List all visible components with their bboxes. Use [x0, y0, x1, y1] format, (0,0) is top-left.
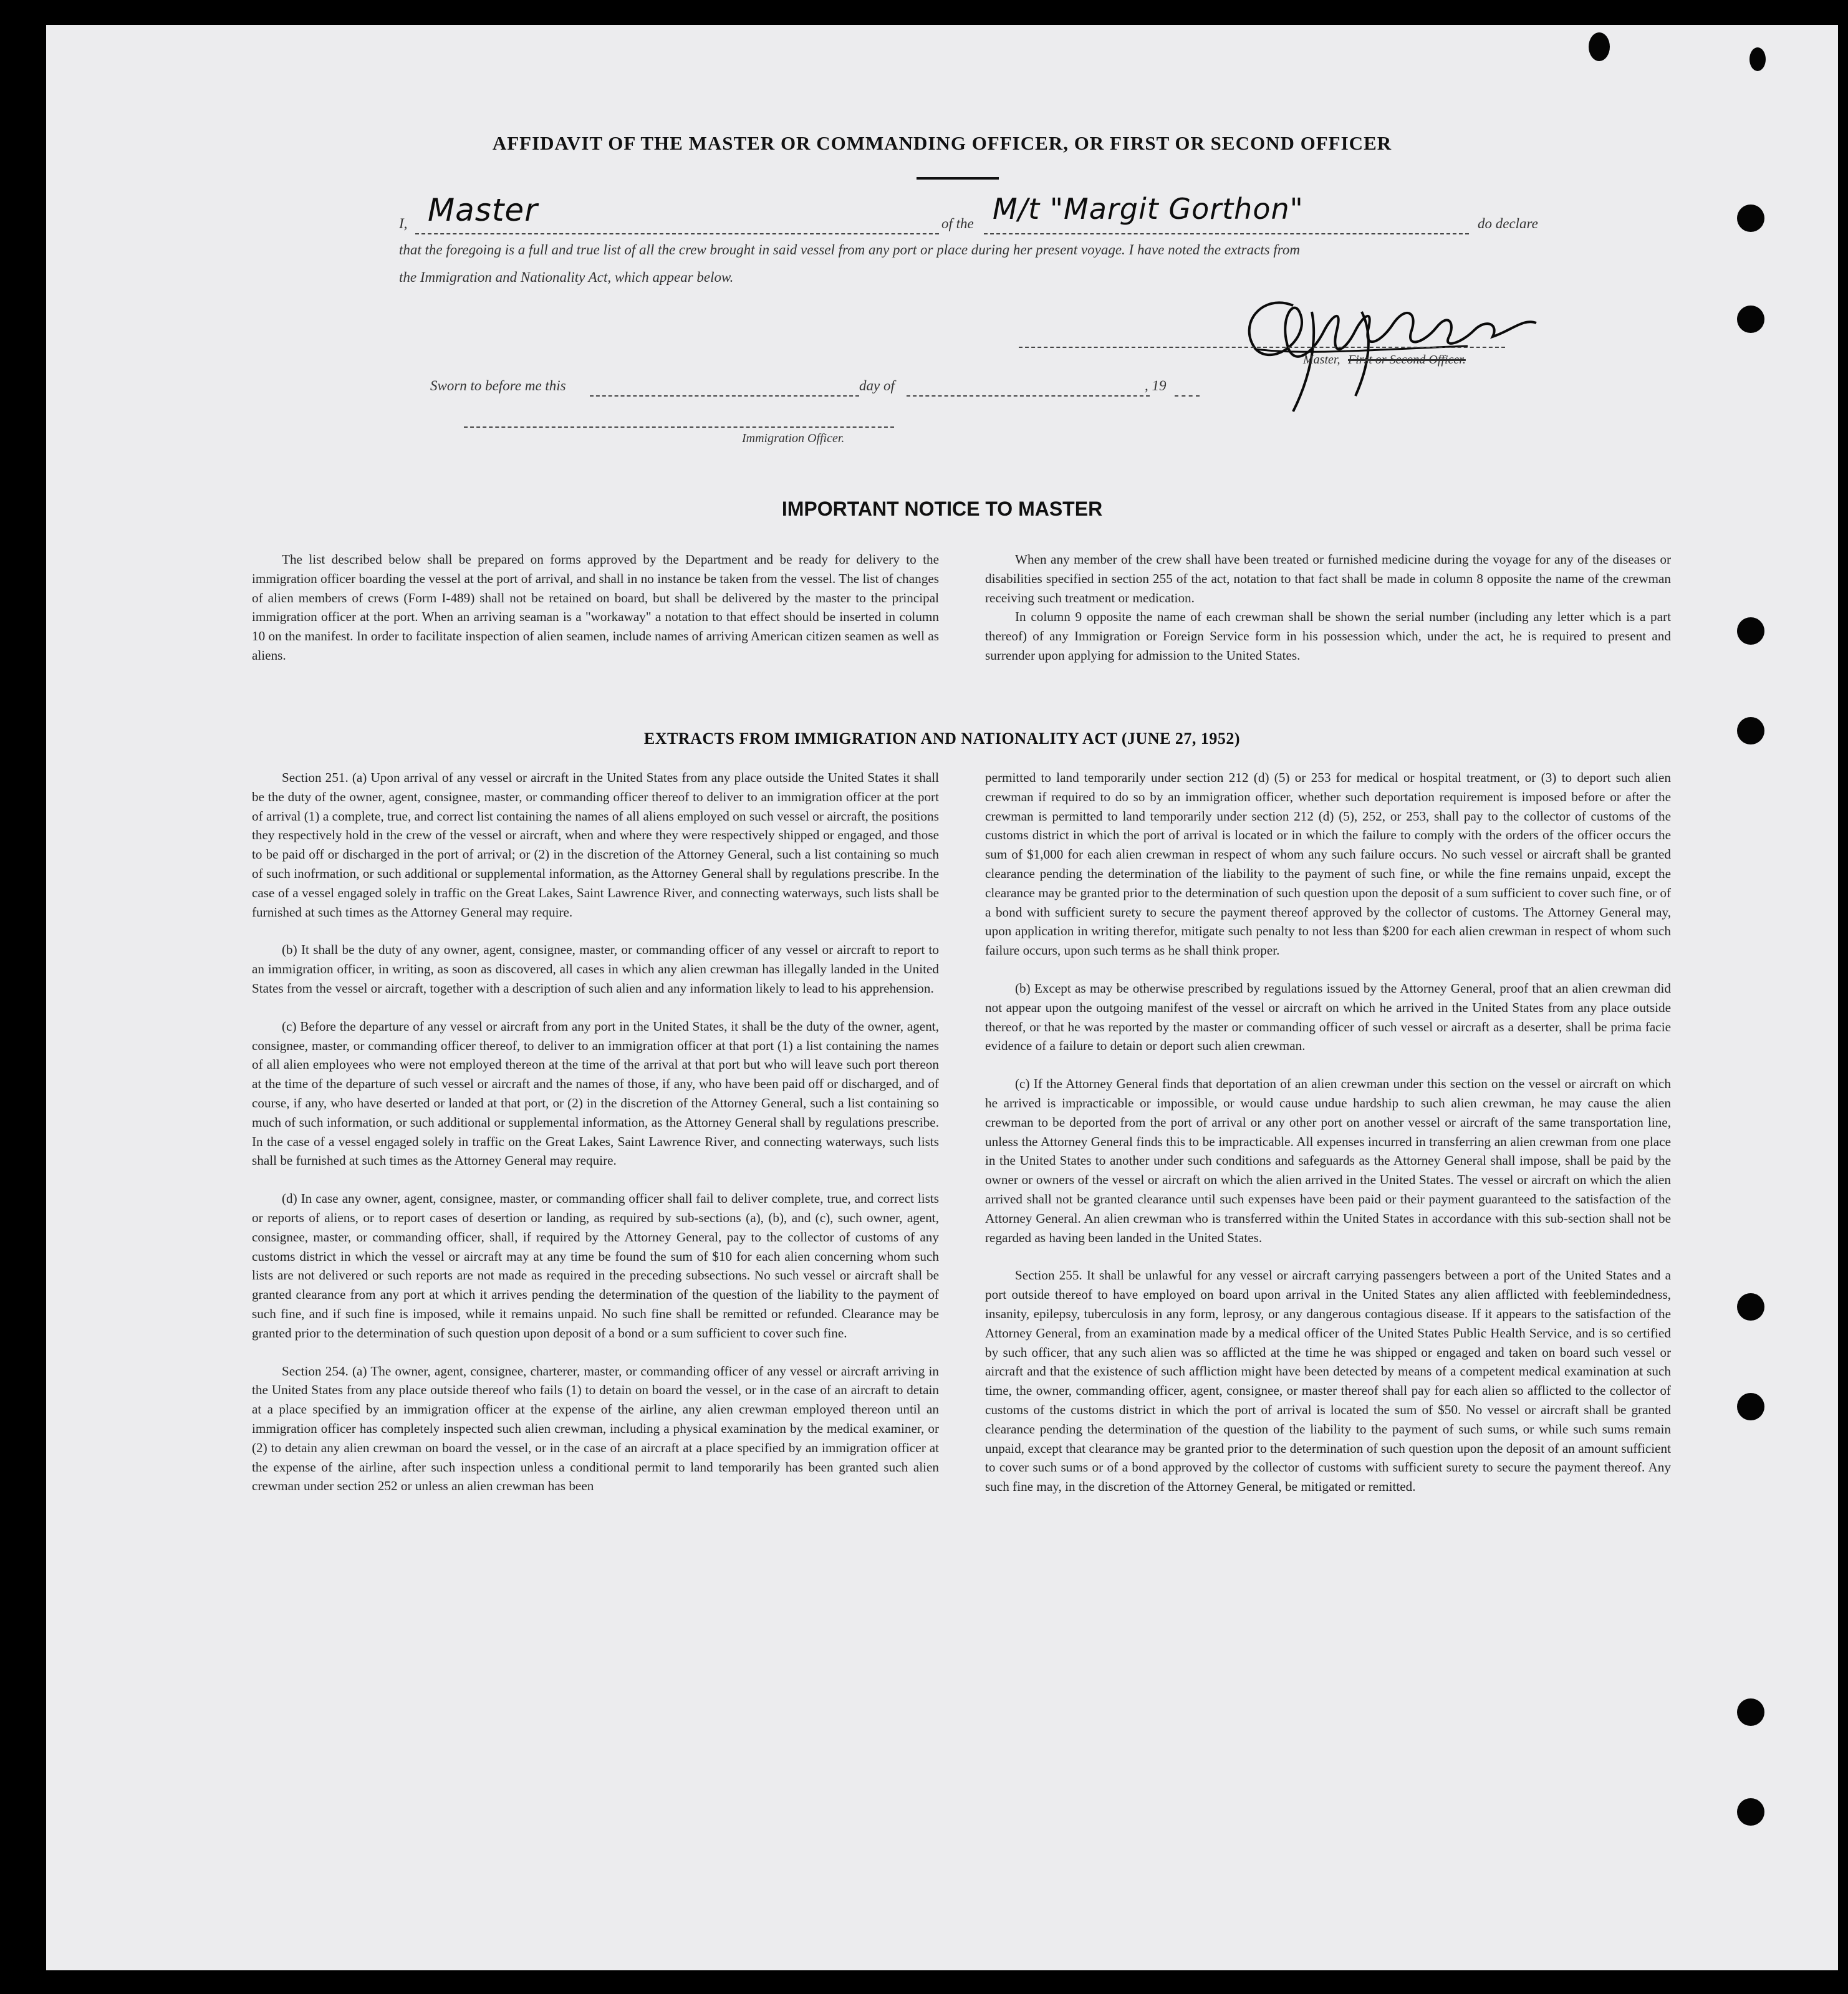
do-declare-label: do declare [1478, 216, 1538, 231]
notice-title: IMPORTANT NOTICE TO MASTER [781, 498, 1103, 520]
section-255: Section 255. It shall be unlawful for any vessel or aircraft carrying passengers between a port of the United States and a port outside thereof to have employed on board upon arrival in the United States any alien afflicted with feeblemindedness, insanity, epilepsy, tuberculosis in any form, leprosy, or any dangerous contagious disease. If it appears to the satisfaction of the Attorney General, from an examination made by a medical officer of the United States Public Health Service, and is so certified by such officer, that any such alien was so afflicted at the time he was shipped or engaged and taken on board such vessel or aircraft and that the existence of such affliction might have been detected by means of a competent medical examination at such time, the owner, commanding officer, agent, consignee, or master thereof shall pay for each alien so afflicted to the collector of customs of the customs district in which the port of arrival is located the sum of $50. No vessel or aircraft shall be granted clearance pending the determination of the question of the liability to the payment of such sums, or while such sums remain unpaid, except that clearance may be granted prior to the determination of such question upon the deposit of an amount sufficient to cover such sums or of a bond approved by the collector of customs with sufficient surety to secure the payment thereof. Any such fine may, in the discretion of the Attorney General, be mitigated or remitted. [985, 1268, 1671, 1495]
notice-paragraph: When any member of the crew shall have been treated or furnished medicine during the voyage for any of the diseases or disabilities specified in section 255 of the act, notation to that fact shall be made in column 8 opposite the name of the crewman receiving such treatment or medication. [985, 552, 1671, 605]
day-of-label: day of [859, 378, 895, 393]
of-the-label: of the [941, 216, 974, 231]
affidavit-title: AFFIDAVIT OF THE MASTER OR COMMANDING OFFICER, OR FIRST OR SECOND OFFICER [492, 132, 1392, 154]
extracts-title: EXTRACTS FROM IMMIGRATION AND NATIONALITY ACT (JUNE 27, 1952) [643, 730, 1241, 748]
binder-hole [1737, 1393, 1764, 1420]
binder-hole [1737, 617, 1764, 645]
binder-hole-torn [1749, 47, 1766, 71]
extracts-left-column [252, 768, 939, 1496]
sworn-label: Sworn to before me this [430, 378, 566, 393]
title-rule [917, 177, 999, 180]
binder-hole [1737, 1798, 1764, 1826]
section-251d: (d) In case any owner, agent, consignee, master, or commanding officer shall fail to deliver complete, true, and correct lists or reports of aliens, or to report cases of desertion or landing, as required by sub-sections (a), (b), and (c), such owner, agent, consignee, master, or commanding officer, shall, if required by the Attorney General, pay to the collector of customs of any customs district in which the vessel or aircraft may at any time be found the sum of $10 for each alien concerning whom such lists are not delivered or such reports are not made as required in the preceding subsections. No such vessel or aircraft shall be granted clearance from any port at which it arrives pending the determination of the question of the liability to the payment of such fine, and if such fine is imposed, while it remains unpaid. No such fine shall be remitted or refunded. Clearance may be granted prior to the determination of such question upon deposit of a bond or a sum sufficient to cover such fine. [252, 1191, 939, 1341]
notice-paragraph: In column 9 opposite the name of each crewman shall be shown the serial number (including any letter which is a part thereof) of any Immigration or Foreign Service form in his possession which, under the act, he is required to present and surrender upon applying for admission to the United States. [985, 609, 1671, 663]
signature-label-master: Master, [1303, 353, 1340, 367]
binder-hole [1737, 306, 1764, 333]
notice-paragraph: The list described below shall be prepared on forms approved by the Department and be ready for delivery to the immigration officer boarding the vessel at the port of arrival, and shall in no instance be taken from the vessel. The list of changes of alien members of crews (Form I-489) shall not be retained on board, but shall be delivered by the master to the principal immigration officer at the port. When an arriving seaman is a "workaway" a notation to that effect should be inserted in column 10 on the manifest. In order to facilitate inspection of alien seamen, include names of arriving American citizen seamen as well as aliens. [252, 552, 939, 663]
section-254c: (c) If the Attorney General finds that deportation of an alien crewman under this section on the vessel or aircraft on which he arrived is impracticable or impossible, or would cause undue hardship to such alien crewman, he may cause the alien crewman to be deported from the port of arrival or any other port on another vessel or aircraft of the same transportation line, unless the Attorney General finds this to be impracticable. All expenses incurred in transferring an alien crewman from one place in the United States to another under such conditions and safeguards as the Attorney General shall impose, shall be paid by the owner or owners of the vessel or aircraft on which the alien arrived in the United States. The vessel or aircraft on which the alien arrived shall not be granted clearance until such expenses have been paid or their payment guaranteed to the satisfaction of the Attorney General. An alien crewman who is transferred within the United States in accordance with this sub-section shall not be regarded as having been landed in the United States. [985, 1076, 1671, 1245]
sworn-month-blank [907, 395, 1150, 397]
immigration-officer-label: Immigration Officer. [742, 431, 845, 445]
declaration-prefix: I, [399, 216, 408, 231]
binder-hole [1737, 1698, 1764, 1726]
officer-signature [1218, 268, 1555, 418]
signature-label-struck: First or Second Officer. [1348, 353, 1466, 367]
section-251b: (b) It shall be the duty of any owner, agent, consignee, master, or commanding officer of any vessel or aircraft to report to an immigration officer, in writing, as soon as discovered, all cases in which any alien crewman has illegally landed in the United States from the vessel or aircraft, together with a description of such alien and any information likely to lead to his apprehension. [252, 942, 939, 996]
signature-line [1019, 347, 1505, 348]
section-254a: Section 254. (a) The owner, agent, consignee, charterer, master, or commanding officer of any vessel or aircraft arriving in the United States from any place outside thereof who fails (1) to detain on board the vessel, or in the case of an aircraft to detain at a place specified by an immigration officer at the expense of the airline, any alien crewman employed thereon until an immigration officer has completely inspected such alien crewman, including a physical examination by the medical examiner, or (2) to detain any alien crewman on board the vessel, or in the case of an aircraft at a place specified by an immigration officer at the expense of the airline, after such inspection unless a conditional permit to land temporarily has been granted such alien crewman under section 252 or unless an alien crewman has been [252, 1363, 939, 1494]
document-page [46, 25, 1838, 1970]
extracts-right-column [985, 768, 1671, 1496]
notice-right-column [985, 550, 1671, 665]
sworn-year-blank [1175, 395, 1200, 397]
declaration-line-3: the Immigration and Nationality Act, which appear below. [399, 269, 734, 285]
binder-hole [1737, 1293, 1764, 1321]
master-handwritten: Master [428, 192, 538, 228]
binder-hole-torn [1589, 32, 1610, 61]
year-label: , 19 [1145, 378, 1167, 393]
immigration-officer-line [464, 426, 894, 428]
section-251c: (c) Before the departure of any vessel or aircraft from any port in the United States, it shall be the duty of the owner, agent, consignee, master, or commanding officer thereof, to deliver to an immigration officer at that port (1) a list containing the names of all alien employees who were not employed thereon at the time of the arrival at that port but who will leave such port thereon at the time of the departure of such vessel or aircraft and the names of those, if any, who have been paid off or discharged, and of course, if any, who have deserted or landed at that port, or (2) in the discretion of the Attorney General, such a list containing so much of such information, or such additional or supplemental information, as the Attorney General shall by regulations prescribe. In the case of a vessel engaged solely in traffic on the Great Lakes, Saint Lawrence River, and connecting waterways, such lists shall be furnished at such times as the Attorney General may require. [252, 1018, 939, 1168]
declaration-line-2: that the foregoing is a full and true list of all the crew brought in said vessel from any port or place during her present voyage. I have noted the extracts from [399, 242, 1300, 258]
vessel-blank [984, 233, 1469, 234]
vessel-handwritten: M/t "Margit Gorthon" [993, 192, 1304, 226]
section-251a: Section 251. (a) Upon arrival of any vessel or aircraft in the United States from any place outside the United States it shall be the duty of the owner, agent, consignee, master, or commanding officer thereof to deliver to an immigration officer at the port of arrival (1) a complete, true, and correct list containing the names of all aliens employed on such vessel or aircraft, the positions they respectively hold in the crew of the vessel or aircraft, when and where they were respectively shipped or engaged, and those to be paid off or discharged in the port of arrival; or (2) in the discretion of the Attorney General, such a list containing so much of such inofrmation, or such additional or supplemental information, as the Attorney General shall by regulations prescribe. In the case of a vessel engaged solely in traffic on the Great Lakes, Saint Lawrence River, and connecting waterways, such lists shall be furnished at such times as the Attorney General may require. [252, 770, 939, 920]
sworn-day-blank [590, 395, 859, 397]
name-blank [415, 233, 939, 234]
section-254a-continued: permitted to land temporarily under section 212 (d) (5) or 253 for medical or hospital treatment, or (3) to deport such alien crewman if required to do so by an immigration officer, whether such deportation requirement is imposed before or after the crewman is permitted to land temporarily under section 212 (d) (5), 252, or 253, shall pay to the collector of customs of the customs district in which the port of arrival is located or in which the failure to comply with the orders of the officer occurs the sum of $1,000 for each alien crewman in respect of whom any such failure occurs. No such vessel or aircraft shall be granted clearance pending the determination of the liability to the payment of such fine, or while the fine remains unpaid, except the clearance may be granted prior to the determination of such question upon the deposit of a sum sufficient to cover such fine, or of a bond with sufficient surety to secure the payment thereof approved by the collector of customs. The Attorney General may, upon application in writing therefor, mitigate such penalty to not less than $200 for each alien crewman in respect of whom such failure occurs, upon such terms as he shall think proper. [985, 770, 1671, 958]
binder-hole [1737, 205, 1764, 232]
notice-left-column [252, 550, 939, 665]
section-254b: (b) Except as may be otherwise prescribed by regulations issued by the Attorney General, proof that an alien crewman did not appear upon the outgoing manifest of the vessel or aircraft on which he arrived in the United States from any place outside thereof, or that he was reported by the master or commanding officer of such vessel or aircraft as a deserter, shall be prima facie evidence of a failure to detain or deport such alien crewman. [985, 980, 1671, 1054]
